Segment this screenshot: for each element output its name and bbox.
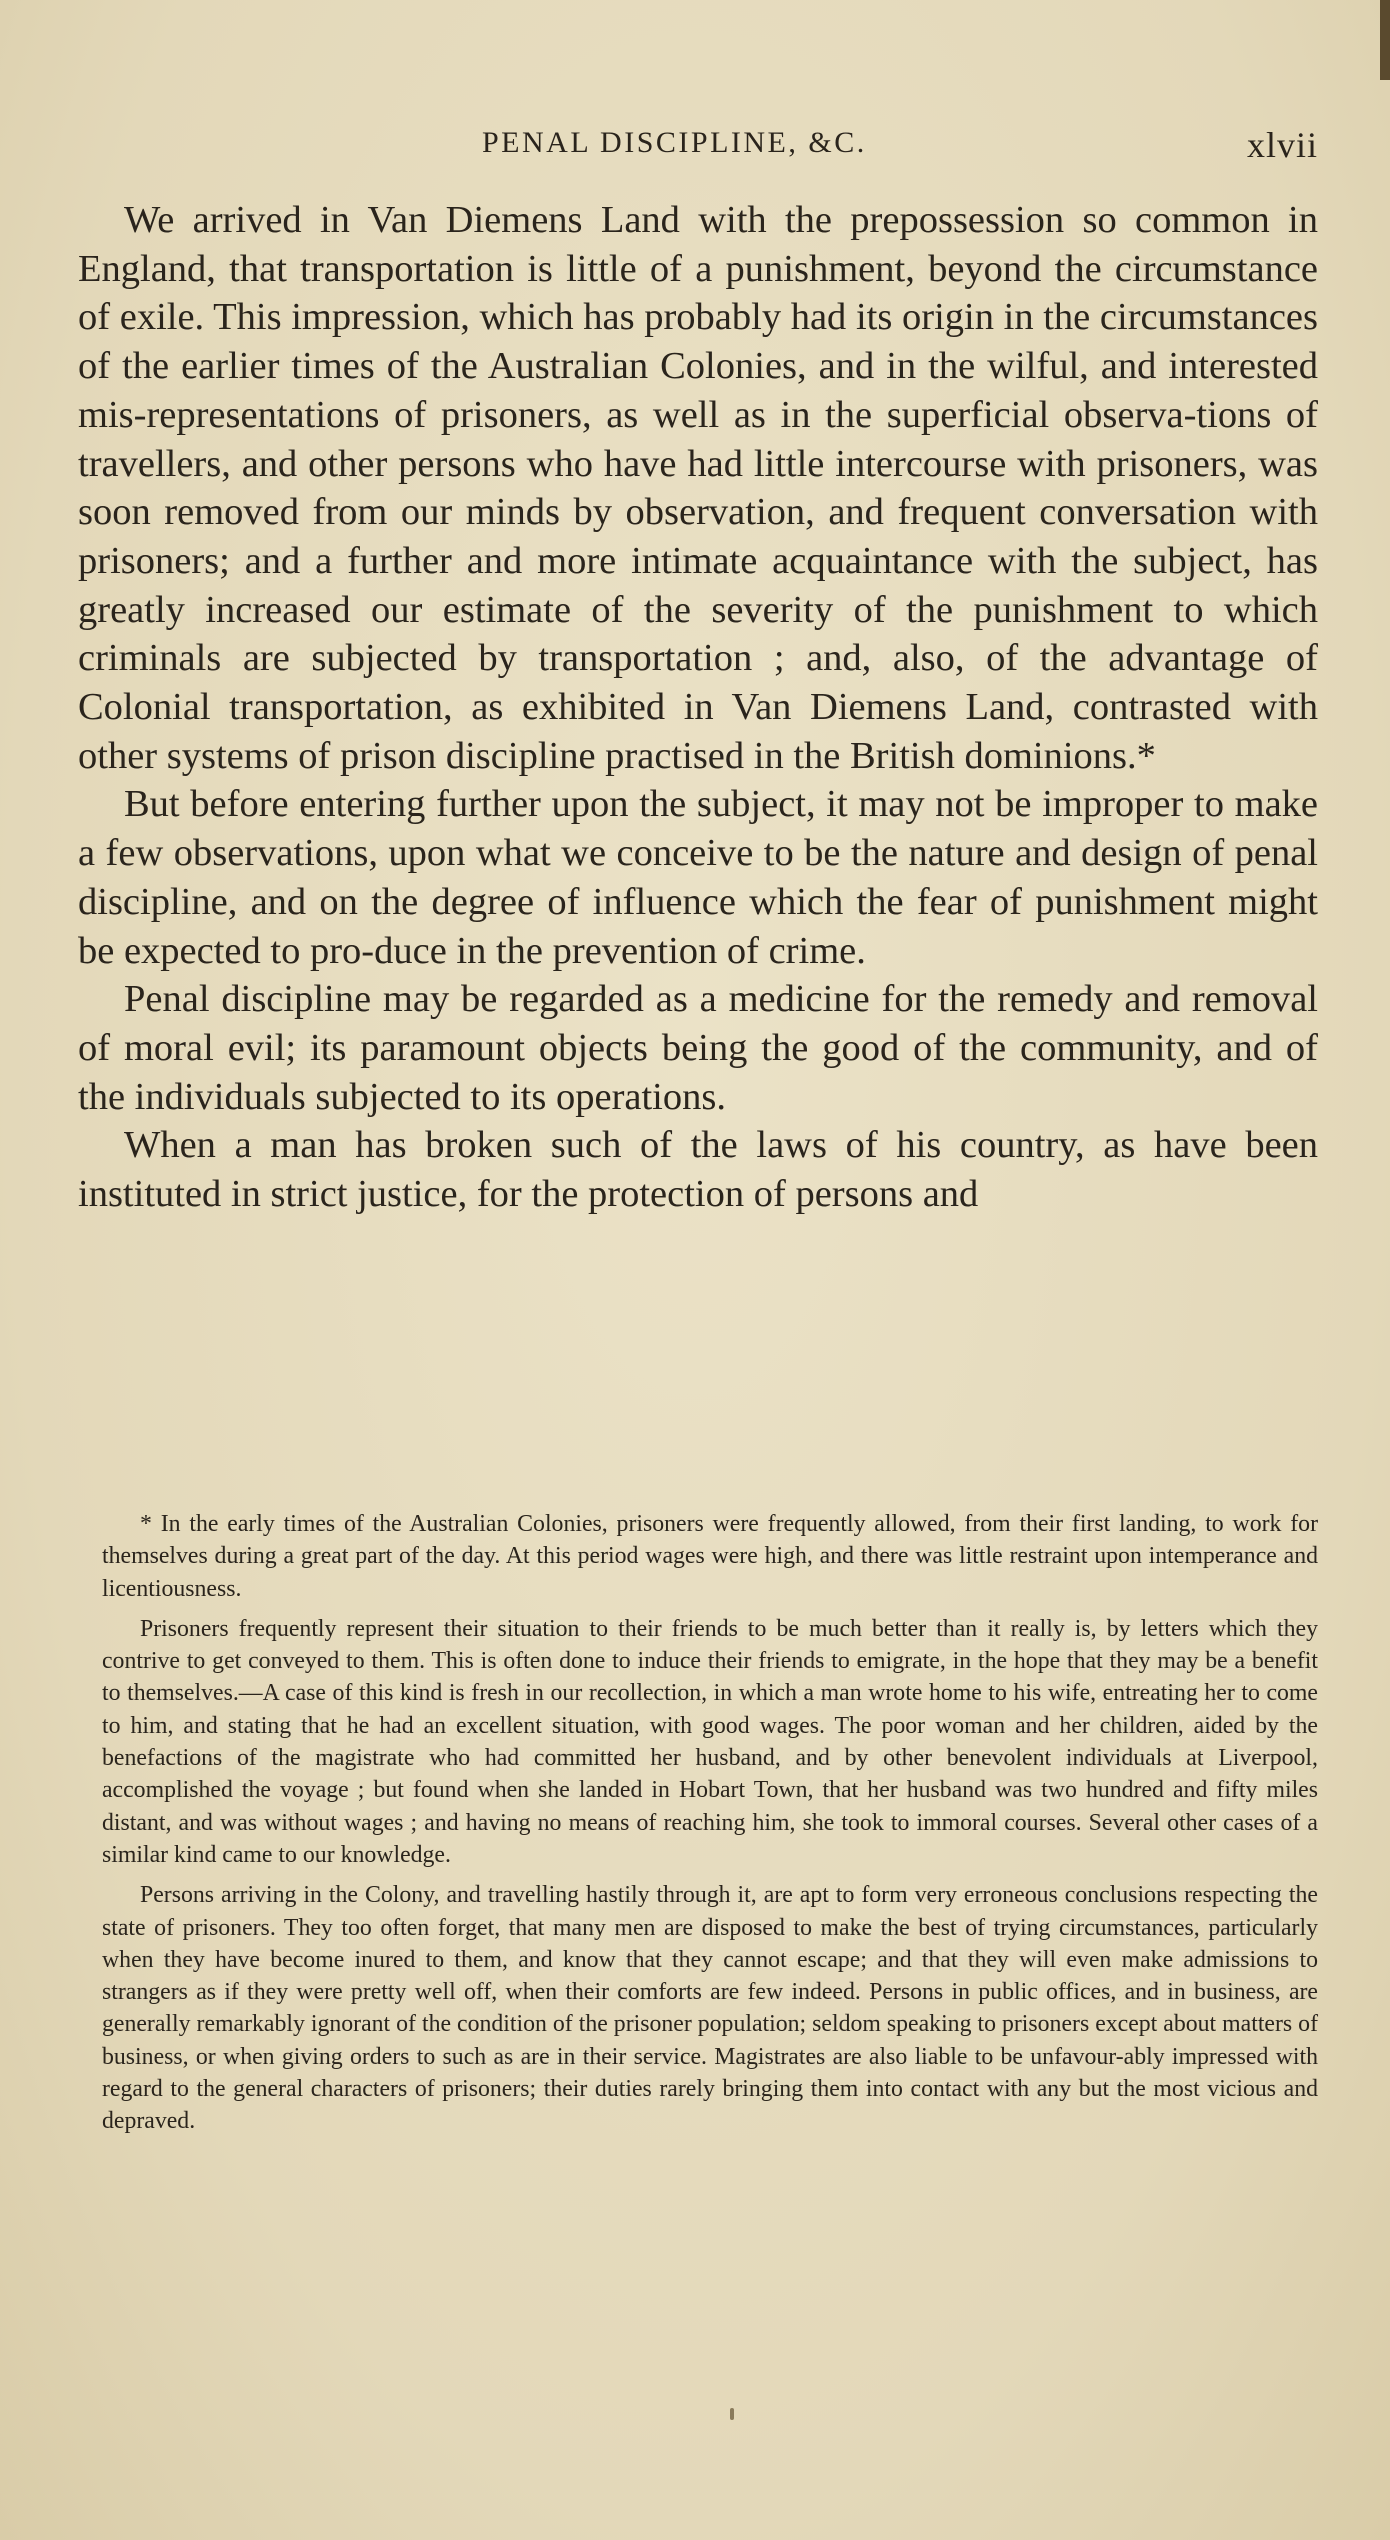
- body-paragraph-3: Penal discipline may be regarded as a medicine for the remedy and removal of moral evil; its paramount objects being the good of the community, and of the individuals subjected to its operations.: [78, 978, 1318, 1118]
- running-head: PENAL DISCIPLINE, &C.: [482, 126, 867, 159]
- footnote-paragraph-2: Prisoners frequently represent their situation to their friends to be much better than it really is, by letters which they contrive to get conveyed to them. This is often done to induce their friends to emigrate, in the hope that they may be a benefit to themselves.—A case of this kind is fresh in our recollection, in which a man wrote home to his wife, entreating her to come to him, and stating that he had an excellent situation, with good wages. The poor woman and her children, aided by the benefactions of the magistrate who had committed her husband, and by other benevolent individuals at Liverpool, accomplished the voyage ; but found when she landed in Hobart Town, that her husband was two hundred and fifty miles distant, and was without wages ; and having no means of reaching him, she took to immoral courses. Several other cases of a similar kind came to our knowledge.: [102, 1615, 1318, 1868]
- main-text-body: [78, 196, 1318, 1219]
- page-number: xlvii: [1246, 125, 1318, 165]
- body-paragraph-4: When a man has broken such of the laws of his country, as have been instituted in strict justice, for the protection of persons and: [78, 1124, 1318, 1216]
- paper-speck: [730, 2408, 734, 2420]
- footnote-paragraph-3: Persons arriving in the Colony, and travelling hastily through it, are apt to form very erroneous conclusions respecting the state of prisoners. They too often forget, that many men are disposed to make the best of trying circumstances, particularly when they have become inured to them, and know that they cannot escape; and that they will even make admissions to strangers as if they were pretty well off, when their comforts are few indeed. Persons in public offices, and in business, are generally remarkably ignorant of the condition of the prisoner population; seldom speaking to prisoners except about matters of business, or when giving orders to such as are in their service. Magistrates are also liable to be unfavour-ably impressed with regard to the general characters of prisoners; their duties rarely bringing them into contact with any but the most vicious and depraved.: [102, 1882, 1318, 2135]
- body-paragraph-1: We arrived in Van Diemens Land with the prepossession so common in England, that transportation is little of a punishment, beyond the circumstance of exile. This impression, which has probably had its origin in the circumstances of the earlier times of the Australian Colonies, and in the wilful, and interested mis-representations of prisoners, as well as in the superficial observa-tions of travellers, and other persons who have had little intercourse with prisoners, was soon removed from our minds by observation, and frequent conversation with prisoners; and a further and more intimate acquaintance with the subject, has greatly increased our estimate of the severity of the punishment to which criminals are subjected by transportation ; and, also, of the advantage of Colonial transportation, as exhibited in Van Diemens Land, contrasted with other systems of prison discipline practised in the British dominions.*: [78, 199, 1318, 777]
- page-edge-shadow: [1380, 0, 1390, 80]
- footnotes: [102, 1508, 1318, 2146]
- page-header: [78, 124, 1318, 168]
- body-paragraph-2: But before entering further upon the subject, it may not be improper to make a few observations, upon what we conceive to be the nature and design of penal discipline, and on the degree of influence which the fear of punishment might be expected to pro-duce in the prevention of crime.: [78, 783, 1318, 972]
- footnote-paragraph-1: * In the early times of the Australian Colonies, prisoners were frequently allowed, from their first landing, to work for themselves during a great part of the day. At this period wages were high, and there was little restraint upon intemperance and licentiousness.: [102, 1511, 1318, 1602]
